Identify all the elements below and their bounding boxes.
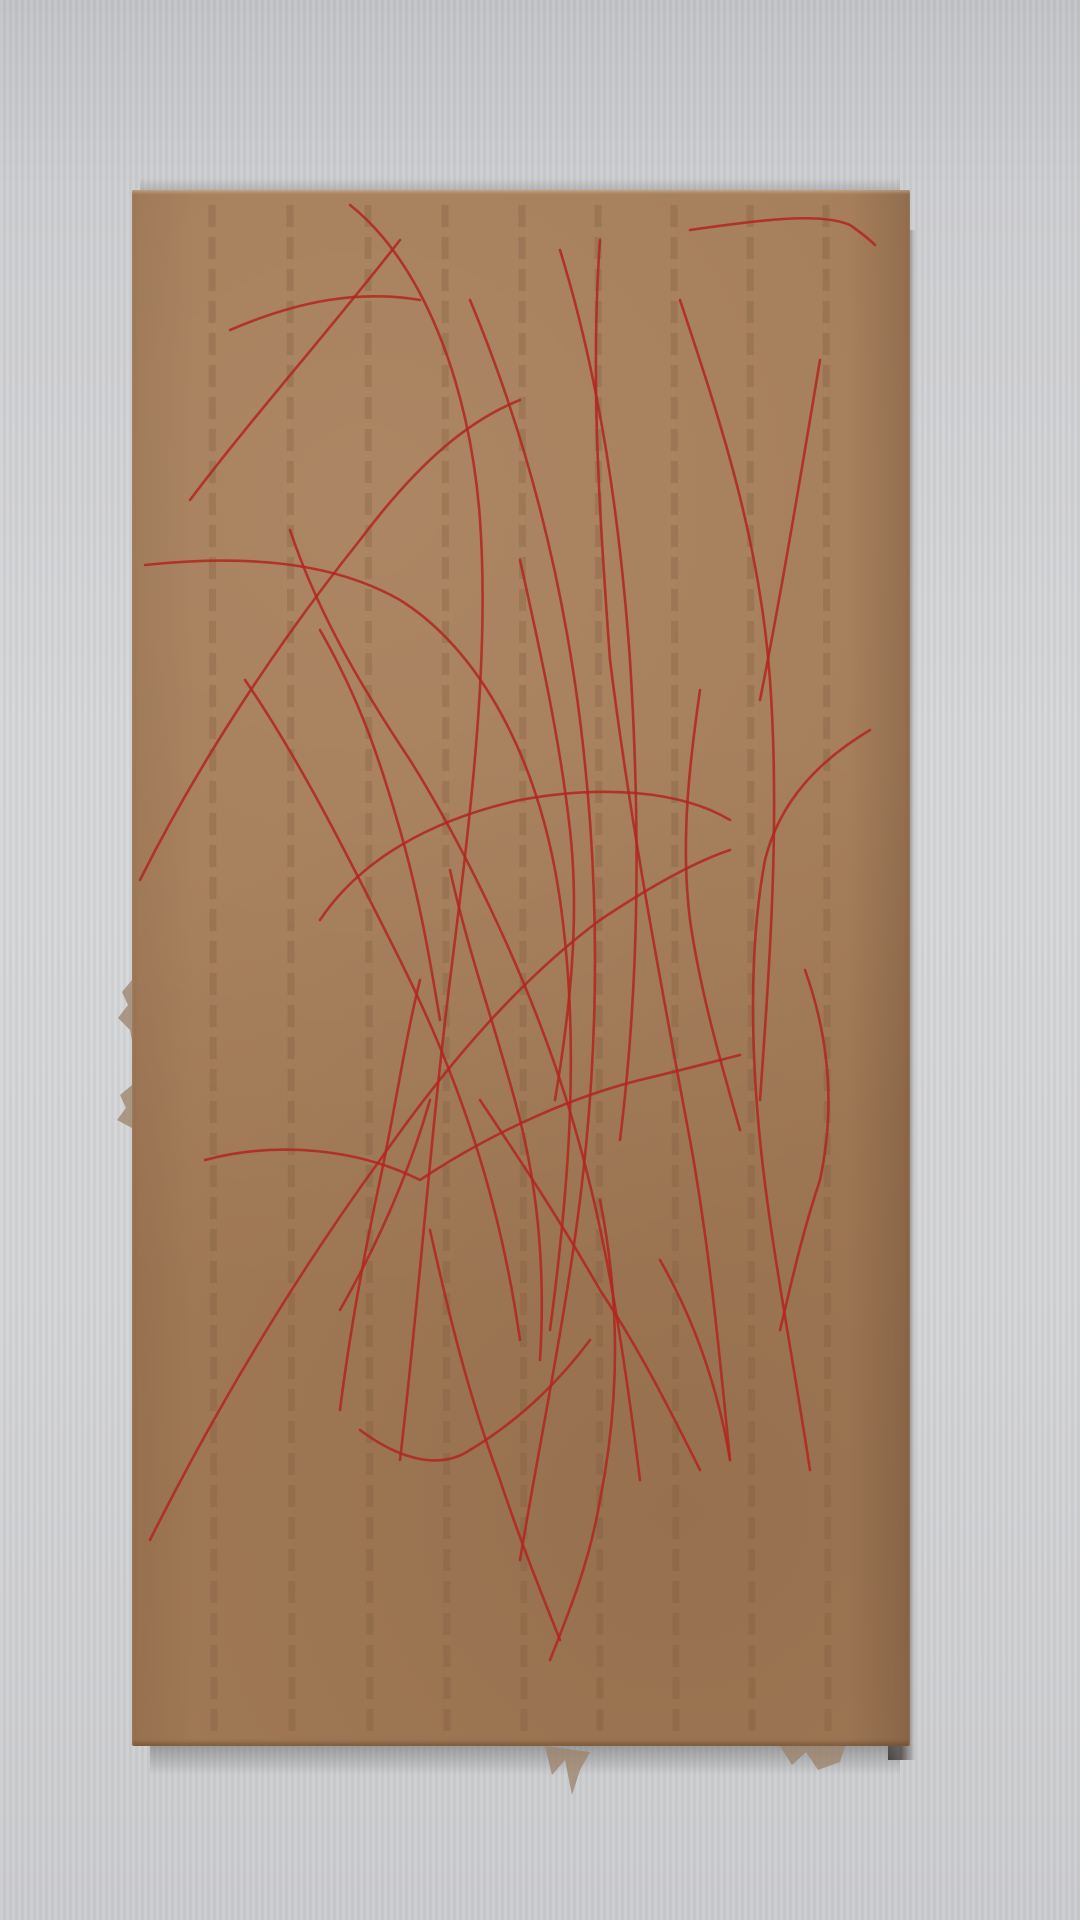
torn-fiber [117,1085,132,1128]
torn-fiber [545,1746,590,1795]
torn-fiber [118,980,132,1040]
torn-fiber [780,1746,845,1770]
